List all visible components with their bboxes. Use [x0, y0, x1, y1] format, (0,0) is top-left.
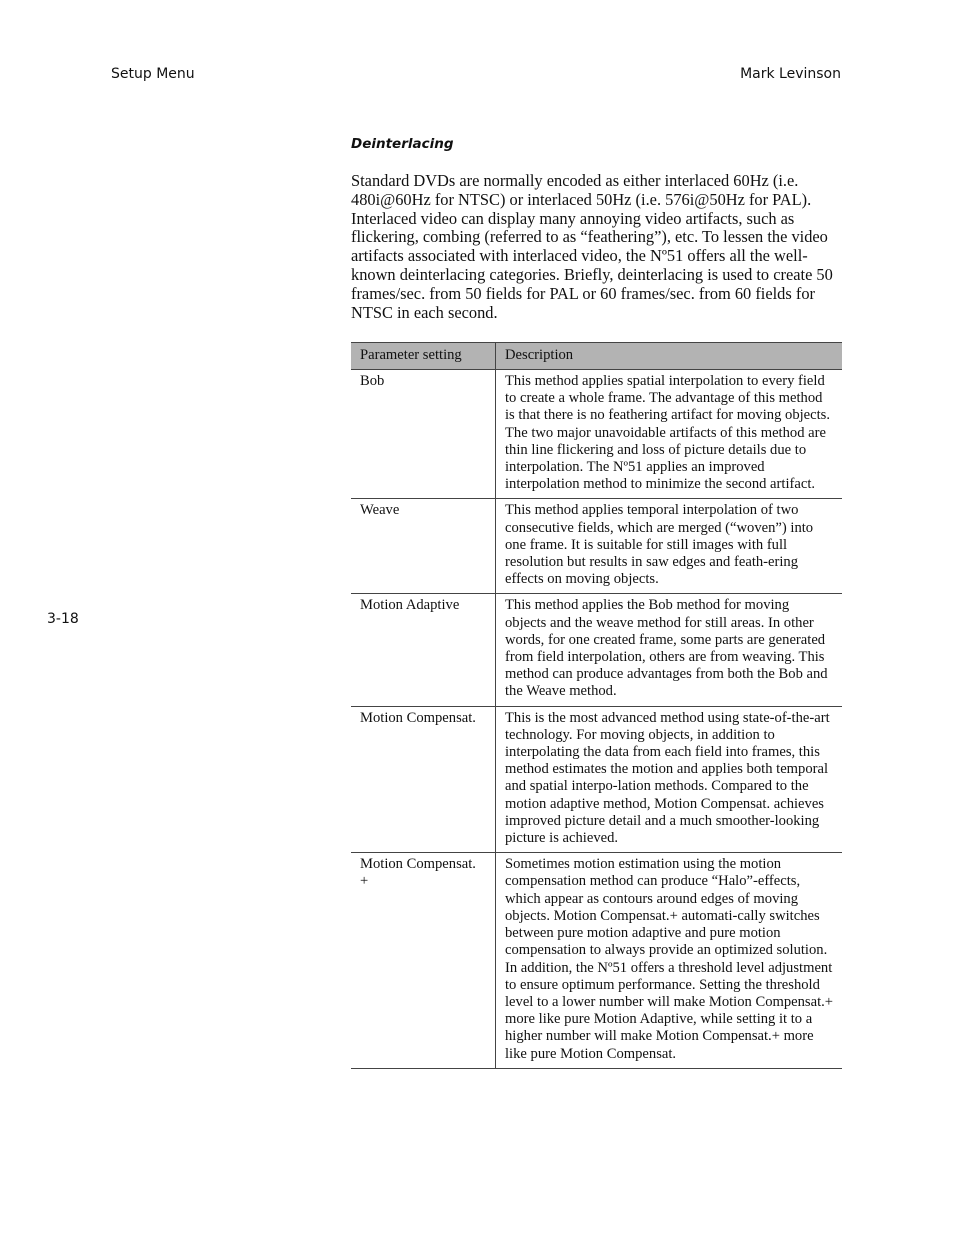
page-number: 3-18 — [47, 611, 79, 627]
parameter-setting-cell: Motion Adaptive — [351, 594, 496, 706]
table-row — [351, 853, 842, 1068]
table-header-row — [351, 343, 842, 370]
parameter-setting-cell: Motion Compensat. — [351, 706, 496, 853]
parameter-setting-cell: Motion Compensat. + — [351, 853, 496, 1068]
table-row — [351, 706, 842, 853]
parameter-setting-cell: Weave — [351, 499, 496, 594]
table-row — [351, 370, 842, 499]
column-header-parameter: Parameter setting — [351, 343, 496, 370]
running-header-brand: Mark Levinson — [740, 66, 841, 82]
table-row — [351, 594, 842, 706]
description-cell: This method applies temporal interpolation of two consecutive fields, which are merged (“woven”) into one frame. It is suitable for still images with full resolution but results in saw edges and feath-ering effects on moving objects. — [496, 499, 843, 594]
table-row — [351, 499, 842, 594]
column-header-description: Description — [496, 343, 843, 370]
section-title: Deinterlacing — [351, 136, 454, 152]
deinterlacing-parameter-table — [351, 342, 842, 1069]
running-header-section: Setup Menu — [111, 66, 195, 82]
description-cell: Sometimes motion estimation using the motion compensation method can produce “Halo”-effects, which appear as contours around edges of moving objects. Motion Compensat.+ automati-cally switches between pure motion adaptive and pure motion compensation to always provide an optimized solution. In addition, the Nº51 offers a threshold level adjustment to ensure optimum performance. Setting the threshold level to a lower number will make Motion Compensat.+ more like pure Motion Adaptive, while setting it to a higher number will make Motion Compensat.+ more like pure Motion Compensat. — [496, 853, 843, 1068]
description-cell: This method applies spatial interpolation to every field to create a whole frame. The advantage of this method is that there is no feathering artifact for moving objects. The two major unavoidable artifacts of this method are thin line flickering and loss of picture details due to interpolation. The Nº51 applies an improved interpolation method to minimize the second artifact. — [496, 370, 843, 499]
description-cell: This method applies the Bob method for moving objects and the weave method for still areas. In other words, for one created frame, some parts are generated from field interpolation, others are from weaving. This method can produce advantages from both the Bob and the Weave method. — [496, 594, 843, 706]
parameter-setting-cell: Bob — [351, 370, 496, 499]
intro-paragraph: Standard DVDs are normally encoded as either interlaced 60Hz (i.e. 480i@60Hz for NTSC) or interlaced 50Hz (i.e. 576i@50Hz for PAL). Interlaced video can display many annoying video artifacts, such as flickering, combing (referred to as “feathering”), etc. To lessen the video artifacts associated with interlaced video, the Nº51 offers all the well-known deinterlacing categories. Briefly, deinterlacing is used to create 50 frames/sec. from 50 fields for PAL or 60 frames/sec. from 60 fields for NTSC in each second. — [351, 171, 833, 322]
description-cell: This is the most advanced method using state-of-the-art technology. For moving objects, in addition to interpolating the data from each field into frames, this method estimates the motion and applies both temporal and spatial interpo-lation methods. Compared to the motion adaptive method, Motion Compensat. achieves improved picture detail and a much smoother-looking picture is achieved. — [496, 706, 843, 853]
